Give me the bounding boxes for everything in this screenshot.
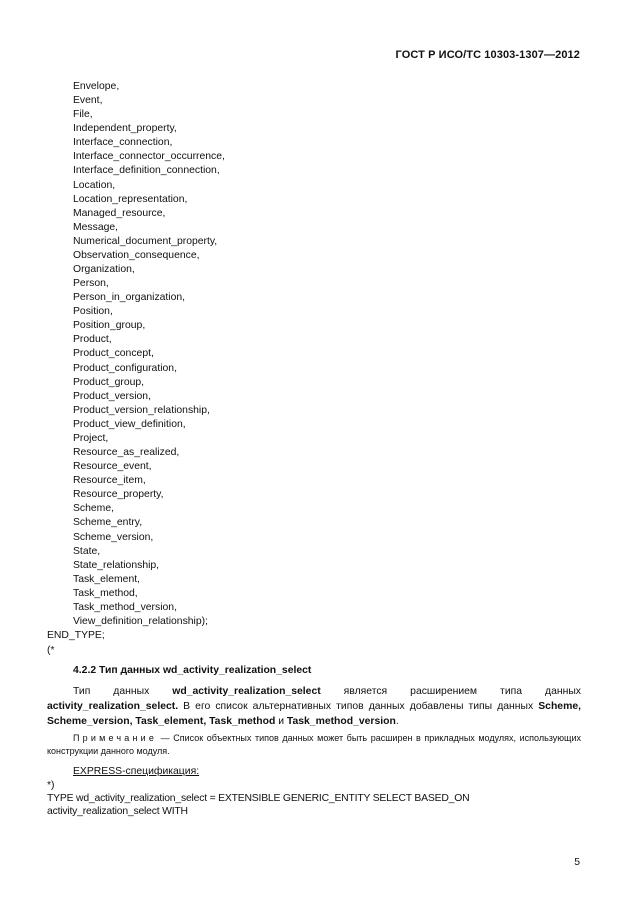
- section-heading: 4.2.2 Тип данных wd_activity_realization_select: [73, 665, 312, 676]
- list-item: State_relationship,: [73, 559, 160, 571]
- list-item: File,: [73, 109, 93, 121]
- list-item: Organization,: [73, 264, 135, 276]
- list-item: Interface_connector_occurrence,: [73, 151, 225, 163]
- list-item: Product_group,: [73, 376, 145, 388]
- list-item: Message,: [73, 221, 119, 233]
- list-item: Task_element,: [73, 573, 140, 585]
- list-item: Event,: [73, 95, 103, 107]
- type-declaration: TYPE wd_activity_realization_select = EXTENSIBLE GENERIC_ENTITY SELECT BASED_ON activity_realization_select WITH: [47, 793, 470, 817]
- para-text: Тип данных: [73, 686, 173, 697]
- list-item: Scheme,: [73, 503, 115, 515]
- para-text: является расширением типа данных: [320, 686, 581, 697]
- list-item: Task_method_version,: [73, 601, 177, 613]
- list-item: Product_version_relationship,: [73, 404, 210, 416]
- list-item: Resource_item,: [73, 475, 146, 487]
- note-paragraph: [47, 732, 581, 758]
- description-paragraph: [47, 684, 581, 729]
- list-item: Envelope,: [73, 81, 120, 92]
- list-item: Independent_property,: [73, 123, 177, 135]
- list-item: Resource_event,: [73, 461, 152, 473]
- list-item: Product_version,: [73, 390, 151, 402]
- list-item: Scheme_entry,: [73, 517, 143, 529]
- list-item: Interface_definition_connection,: [73, 165, 220, 177]
- list-item: Person,: [73, 278, 109, 290]
- list-item: Position_group,: [73, 320, 146, 332]
- para-text: В его список альтернативных типов данных добавлены типы данных: [178, 701, 539, 712]
- list-item: Project,: [73, 432, 109, 444]
- note-label: Примечание: [73, 733, 158, 743]
- list-item: Managed_resource,: [73, 207, 166, 219]
- list-item: Product_concept,: [73, 348, 154, 360]
- comment-open: (*: [47, 645, 55, 656]
- list-item: Numerical_document_property,: [73, 235, 218, 247]
- list-item: Product,: [73, 334, 112, 346]
- list-item: State,: [73, 545, 101, 557]
- list-item: Person_in_organization,: [73, 292, 186, 304]
- standard-header: ГОСТ Р ИСО/ТС 10303-1307—2012: [395, 49, 580, 61]
- list-item: Location,: [73, 179, 116, 191]
- page-number: 5: [574, 857, 580, 868]
- list-item: Scheme_version,: [73, 531, 154, 543]
- list-item: Product_configuration,: [73, 362, 177, 374]
- para-base-type: activity_realization_select.: [47, 701, 179, 712]
- para-text: и: [275, 716, 287, 727]
- list-item: Interface_connection,: [73, 137, 173, 149]
- para-added-type: Task_method_version: [286, 716, 396, 727]
- list-item: View_definition_relationship);: [73, 615, 208, 627]
- comment-close: *): [47, 780, 55, 791]
- list-item: Product_view_definition,: [73, 418, 186, 430]
- list-item: Position,: [73, 306, 113, 318]
- note-text: — Список объектных типов данных может быть расширен в прикладных модулях, использующих конструкции данного модуля.: [47, 733, 581, 756]
- end-type-statement: END_TYPE;: [47, 630, 105, 641]
- para-added-types: Scheme, Scheme_version, Task_element, Task_method: [47, 701, 581, 727]
- list-item: Resource_property,: [73, 489, 164, 501]
- list-item: Resource_as_realized,: [73, 447, 180, 459]
- list-item: Observation_consequence,: [73, 249, 200, 261]
- select-type-list: [73, 80, 225, 629]
- express-spec-label: EXPRESS-спецификация:: [73, 766, 200, 777]
- para-text: .: [395, 716, 399, 727]
- list-item: Task_method,: [73, 587, 138, 599]
- para-type-name: wd_activity_realization_select: [172, 686, 321, 697]
- list-item: Location_representation,: [73, 193, 188, 205]
